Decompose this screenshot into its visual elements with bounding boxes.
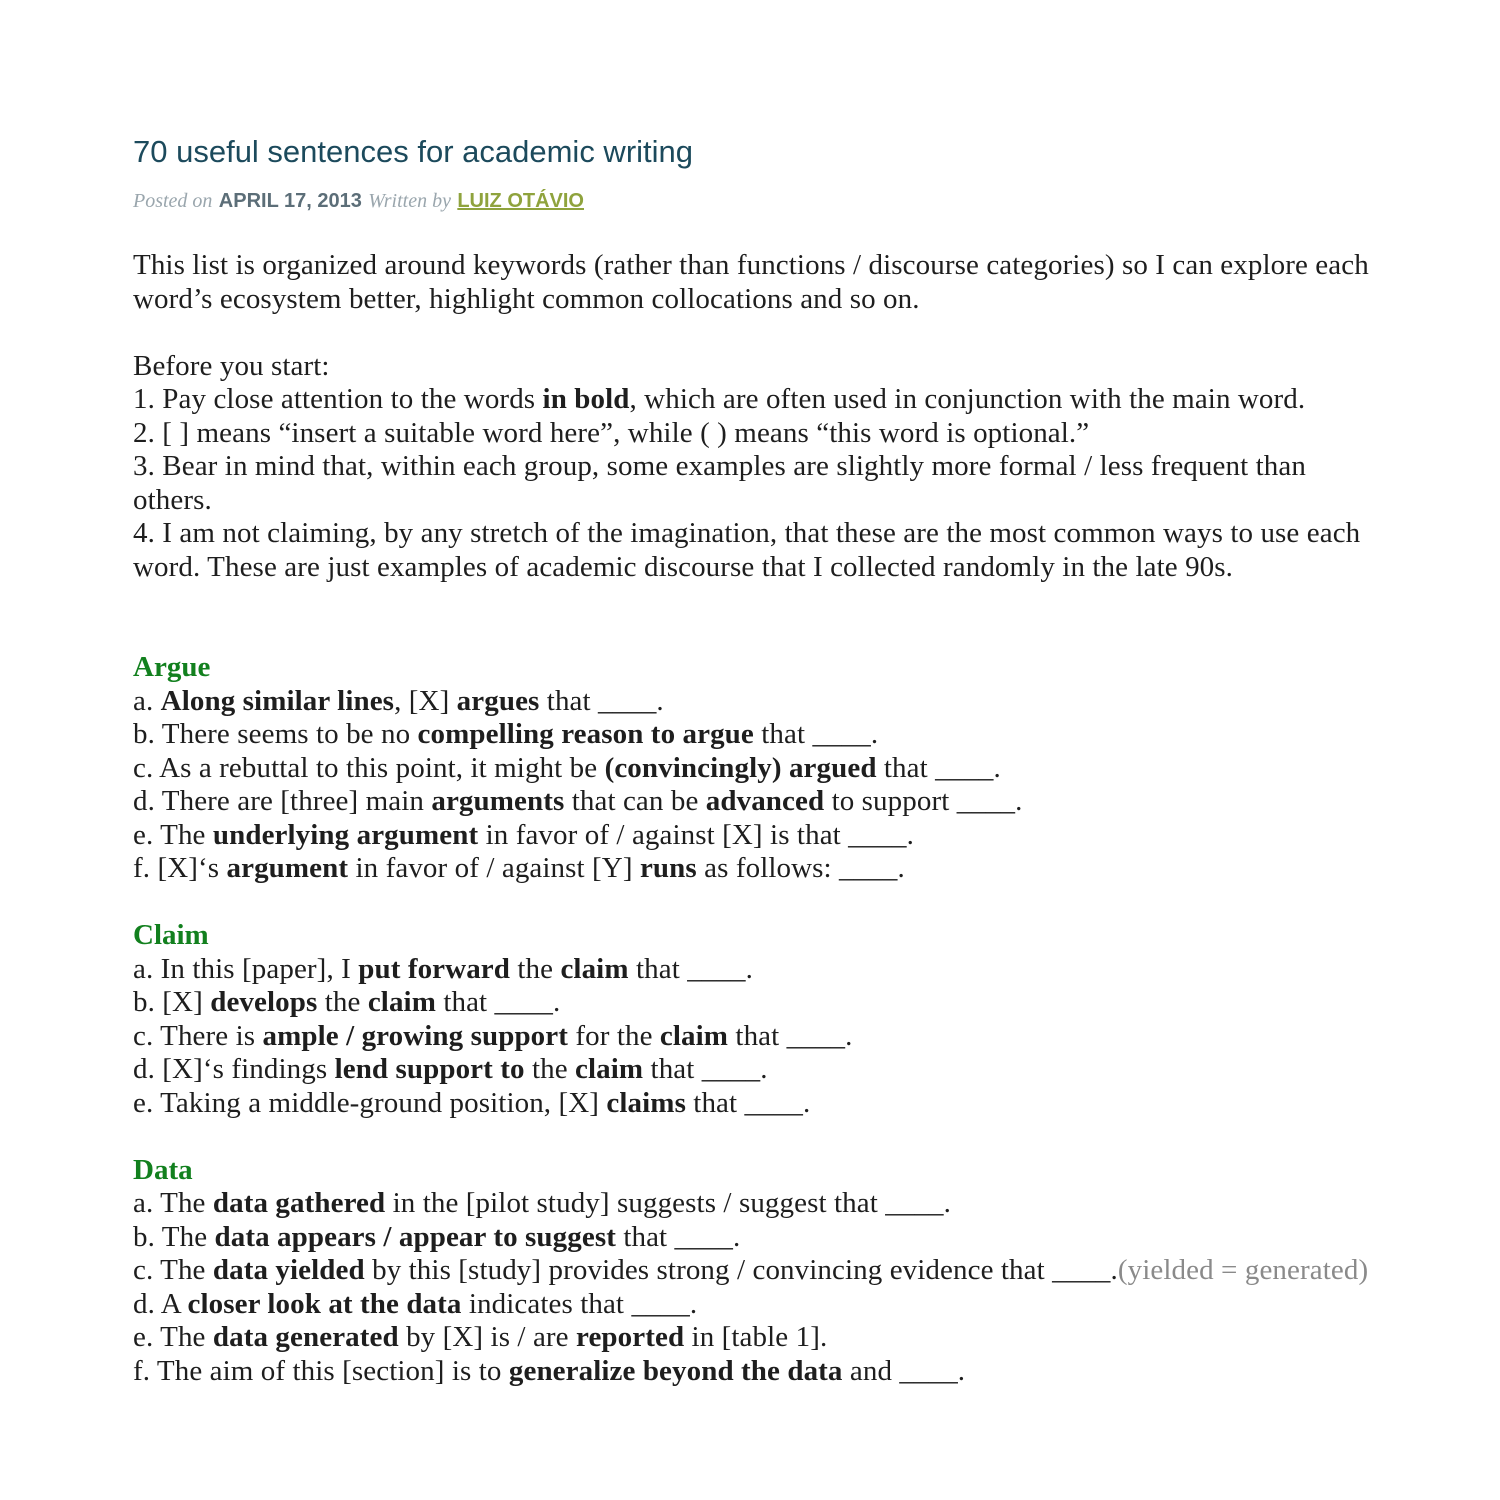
example-sentence: e. The underlying argument in favor of / against [X] is that ____.: [133, 818, 914, 851]
example-sentence: f. The aim of this [section] is to generalize beyond the data and ____.: [133, 1354, 966, 1387]
before-item-4: 4. I am not claiming, by any stretch of the imagination, that these are the most common ways to use each word. These are just examples of academic discourse that I collected randomly in the late 90s.: [133, 517, 1361, 583]
example-sentence: c. As a rebuttal to this point, it might be (convincingly) argued that ____.: [133, 751, 1001, 784]
example-sentence: a. In this [paper], I put forward the claim that ____.: [133, 952, 753, 985]
example-sentence: a. The data gathered in the [pilot study] suggests / suggest that ____.: [133, 1187, 951, 1219]
example-sentence: d. There are [three] main arguments that can be advanced to support ____.: [133, 785, 1023, 817]
before-you-start: [133, 350, 1373, 585]
example-sentence: e. The data generated by [X] is / are reported in [table 1].: [133, 1321, 828, 1353]
example-sentence: d. [X]‘s findings lend support to the claim that ____.: [133, 1053, 768, 1085]
section-claim: [133, 919, 1373, 1120]
keyword-sections: [133, 651, 1373, 1388]
before-item-1: 1. Pay close attention to the words in bold, which are often used in conjunction with the main word.: [133, 383, 1306, 415]
author-link[interactable]: LUIZ OTÁVIO: [457, 190, 584, 212]
written-by-label: Written by: [368, 190, 451, 212]
example-sentence: a. Along similar lines, [X] argues that ____.: [133, 684, 664, 717]
article: [133, 132, 1373, 1388]
example-sentence: c. There is ample / growing support for the claim that ____.: [133, 1019, 853, 1052]
posted-on-label: Posted on: [133, 190, 213, 212]
section-argue: [133, 651, 1373, 886]
example-sentence: c. The data yielded by this [study] provides strong / convincing evidence that ____.(yielded = generated): [133, 1254, 1369, 1286]
example-sentence: b. There seems to be no compelling reason to argue that ____.: [133, 718, 879, 750]
section-data: [133, 1154, 1373, 1389]
article-title: 70 useful sentences for academic writing: [133, 134, 694, 169]
section-heading: Data: [133, 1153, 193, 1186]
intro-paragraph: This list is organized around keywords (rather than functions / discourse categories) so I can explore each word’s ecosystem better, highlight common collocations and so on.: [133, 249, 1369, 315]
before-item-2: 2. [ ] means “insert a suitable word here”, while ( ) means “this word is optional.”: [133, 416, 1090, 449]
section-heading: Argue: [133, 651, 211, 683]
example-sentence: f. [X]‘s argument in favor of / against [Y] runs as follows: ____.: [133, 852, 905, 884]
post-meta: [133, 186, 1373, 215]
example-sentence: e. Taking a middle-ground position, [X] claims that ____.: [133, 1086, 811, 1119]
before-heading: Before you start:: [133, 349, 330, 382]
example-sentence: b. The data appears / appear to suggest that ____.: [133, 1220, 741, 1253]
example-sentence: b. [X] develops the claim that ____.: [133, 986, 561, 1018]
before-item-3: 3. Bear in mind that, within each group, some examples are slightly more formal / less frequent than others.: [133, 450, 1306, 516]
post-date-link[interactable]: APRIL 17, 2013: [218, 190, 362, 212]
example-sentence: d. A closer look at the data indicates that ____.: [133, 1287, 698, 1320]
section-heading: Claim: [133, 919, 209, 951]
